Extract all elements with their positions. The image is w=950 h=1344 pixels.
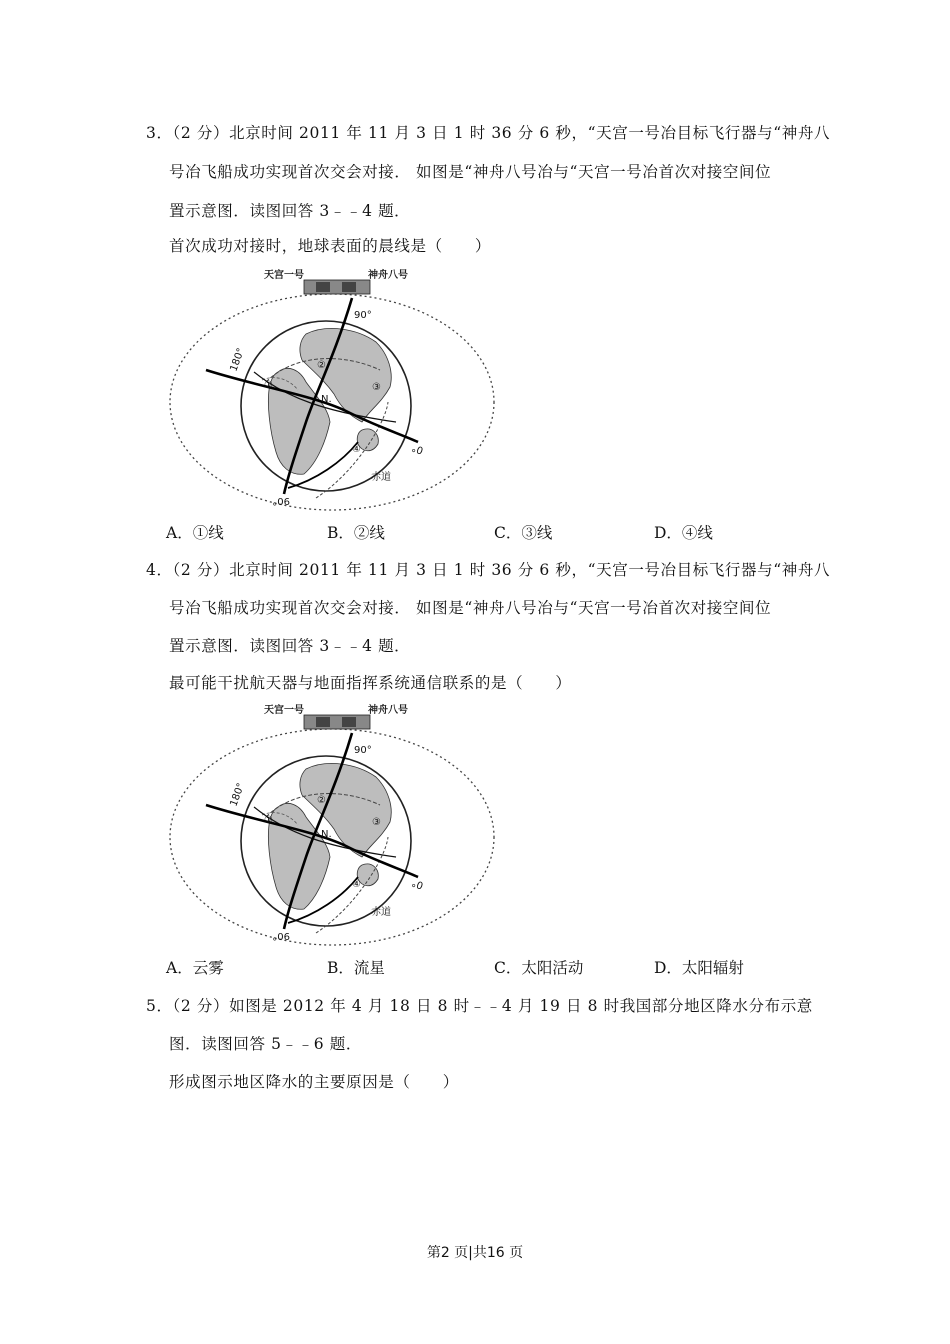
label-equator: 赤道 (371, 907, 391, 918)
q3-prompt: 首次成功对接时，地球表面的晨线是（ ） (169, 237, 492, 255)
marker-4: ④ (352, 444, 361, 455)
q4-stem-line-3: 置示意图．读图回答 3﹣﹣4 题． (169, 637, 411, 655)
q5-prompt: 形成图示地区降水的主要原因是（ ） (169, 1073, 459, 1091)
label-n: N. (321, 829, 332, 840)
label-equator: 赤道 (371, 472, 391, 483)
q4-option-c[interactable]: C．太阳活动 (494, 959, 584, 977)
label-shenzhou: 神舟八号 (368, 705, 408, 716)
label-90-top: 90° (354, 310, 372, 321)
marker-1: ① (264, 380, 273, 391)
label-0: 0° (410, 876, 426, 891)
q3-option-b[interactable]: B．②线 (327, 524, 385, 542)
marker-3: ③ (372, 817, 381, 828)
q4-option-d[interactable]: D．太阳辐射 (654, 959, 744, 977)
orbit-diagram (166, 262, 498, 514)
label-shenzhou: 神舟八号 (368, 270, 408, 281)
marker-1: ① (264, 815, 273, 826)
q4-figure (166, 697, 498, 949)
q5-stem-line-2: 图．读图回答 5﹣﹣6 题． (169, 1035, 362, 1053)
q4-option-b[interactable]: B．流星 (327, 959, 385, 977)
q4-prompt: 最可能干扰航天器与地面指挥系统通信联系的是（ ） (169, 674, 572, 692)
marker-3: ③ (372, 382, 381, 393)
label-0: 0° (410, 441, 426, 456)
q3-stem-line-1: 3．（2 分）北京时间 2011 年 11 月 3 日 1 时 36 分 6 秒，“天宫一号冶目标飞行器与“神舟八 (146, 124, 831, 142)
label-180: 180° (228, 346, 248, 374)
q3-stem-line-2: 号冶飞船成功实现首次交会对接． 如图是“神舟八号冶与“天宫一号冶首次对接空间位 (169, 163, 772, 181)
label-tiangong: 天宫一号 (264, 705, 304, 716)
page-footer: 第2 页|共16 页 (426, 1245, 524, 1261)
q3-figure (166, 262, 498, 514)
q3-option-a[interactable]: A．①线 (166, 524, 224, 542)
q3-stem-line-3: 置示意图．读图回答 3﹣﹣4 题． (169, 202, 411, 220)
marker-4: ④ (352, 879, 361, 890)
q5-stem-line-1: 5．（2 分）如图是 2012 年 4 月 18 日 8 时﹣﹣4 月 19 日 8 时我国部分地区降水分布示意 (146, 997, 813, 1015)
label-90-bottom: 90° (272, 930, 290, 941)
label-90-top: 90° (354, 745, 372, 756)
q3-option-d[interactable]: D．④线 (654, 524, 713, 542)
label-tiangong: 天宫一号 (264, 270, 304, 281)
q4-option-a[interactable]: A．云雾 (166, 959, 224, 977)
q4-stem-line-1: 4．（2 分）北京时间 2011 年 11 月 3 日 1 时 36 分 6 秒，“天宫一号冶目标飞行器与“神舟八 (146, 561, 831, 579)
orbit-diagram (166, 697, 498, 949)
label-90-bottom: 90° (272, 495, 290, 506)
marker-2: ② (317, 360, 326, 371)
label-n: N. (321, 394, 332, 405)
label-180: 180° (228, 781, 248, 809)
q3-option-c[interactable]: C．③线 (494, 524, 553, 542)
q4-stem-line-2: 号冶飞船成功实现首次交会对接． 如图是“神舟八号冶与“天宫一号冶首次对接空间位 (169, 599, 772, 617)
marker-2: ② (317, 795, 326, 806)
